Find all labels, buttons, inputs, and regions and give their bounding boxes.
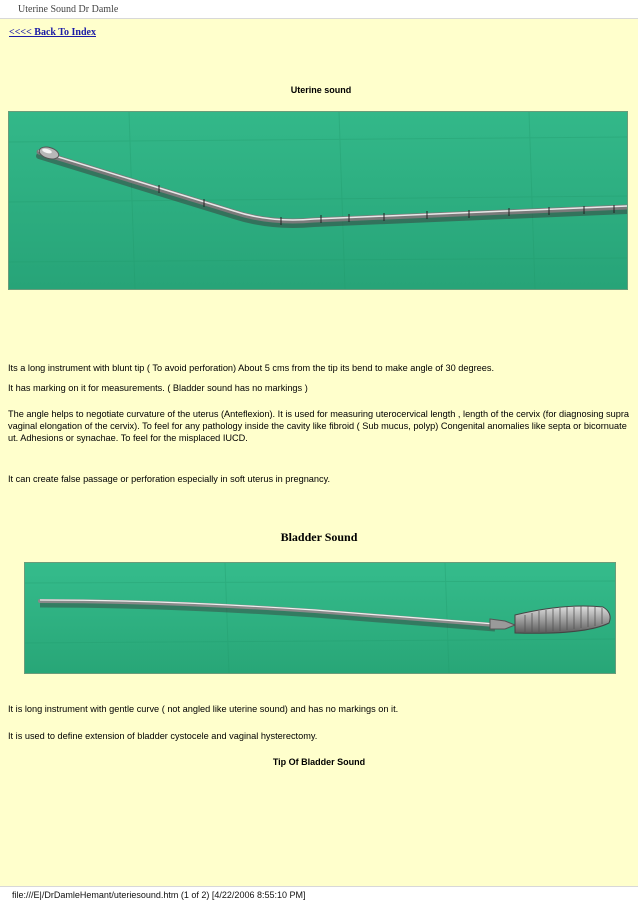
bladder-sound-heading: Bladder Sound xyxy=(280,530,358,544)
browser-footer-path: file:///E|/DrDamleHemant/uteriesound.htm (1 of 2) [4/22/2006 8:55:10 PM] xyxy=(0,886,638,903)
uterine-paragraph-1: Its a long instrument with blunt tip ( To avoid perforation) About 5 cms from the tip its bend to make angle of 30 degrees. xyxy=(8,363,495,373)
uterine-paragraph-3: The angle helps to negotiate curvature of the uterus (Anteflexion). It is used for measuring uterocervical length , length of the cervix (for diagnosing supra vaginal elongation of the cervix). To feel for any pathology inside the cavity like fibroid ( Sub mucus, polyp) Congenital anomalies like septa or bicornuate ut. Adhesions or synachae. To feel for the misplaced IUCD. xyxy=(8,409,630,443)
bladder-paragraph-2: It is used to define extension of bladder cystocele and vaginal hysterectomy. xyxy=(8,731,318,741)
uterine-sound-photo xyxy=(8,111,628,290)
uterine-sound-heading: Uterine sound xyxy=(290,85,352,95)
uterine-paragraph-4: It can create false passage or perforation especially in soft uterus in pregnancy. xyxy=(8,474,331,484)
bladder-sound-photo xyxy=(24,562,616,674)
uterine-paragraph-2: It has marking on it for measurements. ( Bladder sound has no markings ) xyxy=(8,383,308,393)
back-to-index-link[interactable]: <<<< Back To Index xyxy=(9,27,96,38)
browser-header-title: Uterine Sound Dr Damle xyxy=(0,0,638,19)
tip-of-bladder-sound-heading: Tip Of Bladder Sound xyxy=(272,757,366,767)
bladder-paragraph-1: It is long instrument with gentle curve ( not angled like uterine sound) and has no markings on it. xyxy=(8,704,399,714)
uterine-sound-illustration xyxy=(9,112,627,289)
bladder-sound-illustration xyxy=(25,563,615,673)
